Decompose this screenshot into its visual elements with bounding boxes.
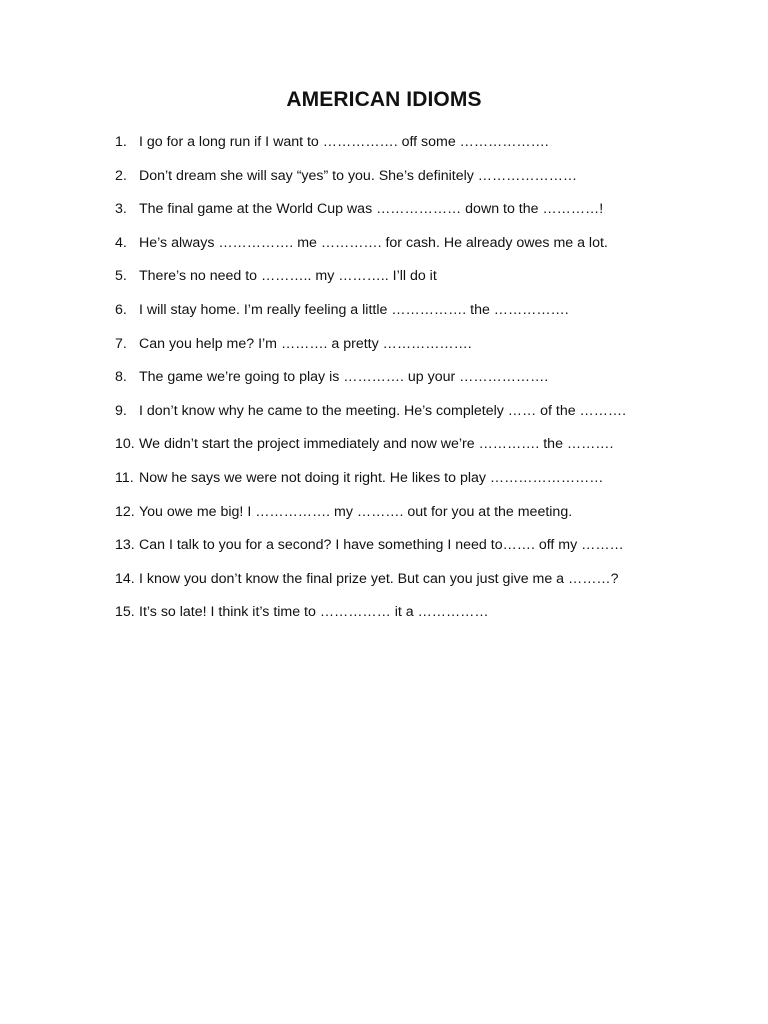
list-item (115, 264, 715, 298)
item-text: The final game at the World Cup was ……………… down to the …………! (139, 201, 604, 218)
item-number: 9. (115, 402, 127, 419)
item-number: 4. (115, 234, 127, 251)
item-number: 7. (115, 335, 127, 352)
item-text: Don’t dream she will say “yes” to you. She’s definitely ………………… (139, 167, 578, 184)
item-text: There’s no need to ……….. my ……….. I’ll do it (139, 268, 437, 285)
list-item (115, 231, 715, 265)
item-number: 1. (115, 134, 127, 150)
item-text: I go for a long run if I want to ……………. off some ………………. (139, 134, 549, 150)
list-item (115, 466, 715, 500)
item-number: 2. (115, 167, 127, 184)
list-item (115, 500, 715, 534)
item-text: I don’t know why he came to the meeting. He’s completely …… of the ………. (139, 402, 627, 419)
item-text: Can I talk to you for a second? I have something I need to……. off my ……… (139, 537, 624, 554)
item-text: I will stay home. I’m really feeling a little ……………. the ……………. (139, 301, 569, 318)
item-number: 13. (115, 537, 135, 554)
list-item (115, 332, 715, 366)
list-item (115, 298, 715, 332)
list-item (115, 600, 715, 634)
item-text: It’s so late! I think it’s time to …………… it a …………… (139, 604, 489, 621)
page-title: AMERICAN IDIOMS (286, 88, 482, 111)
item-text: He’s always ……………. me …………. for cash. He already owes me a lot. (139, 234, 608, 251)
item-number: 6. (115, 301, 127, 318)
item-number: 12. (115, 503, 135, 520)
list-item (115, 533, 715, 567)
item-number: 3. (115, 201, 127, 218)
item-number: 5. (115, 268, 127, 285)
item-text: You owe me big! I ……………. my ………. out for you at the meeting. (139, 503, 573, 520)
item-text: We didn’t start the project immediately and now we’re …………. the ………. (139, 436, 614, 453)
item-text: I know you don’t know the final prize yet. But can you just give me a ………? (139, 570, 619, 587)
item-text: Now he says we were not doing it right. He likes to play …………………… (139, 469, 604, 486)
item-number: 15. (115, 604, 135, 621)
exercise-list (115, 130, 715, 634)
item-number: 10. (115, 436, 135, 453)
list-item (115, 432, 715, 466)
list-item (115, 164, 715, 198)
list-item (115, 365, 715, 399)
item-number: 8. (115, 369, 127, 386)
list-item (115, 567, 715, 601)
item-text: Can you help me? I’m ………. a pretty ………………. (139, 335, 472, 352)
item-number: 11. (115, 469, 134, 486)
item-text: The game we’re going to play is …………. up your ………………. (139, 369, 549, 386)
list-item (115, 399, 715, 433)
item-number: 14. (115, 570, 135, 587)
list-item (115, 197, 715, 231)
list-item (115, 130, 715, 164)
